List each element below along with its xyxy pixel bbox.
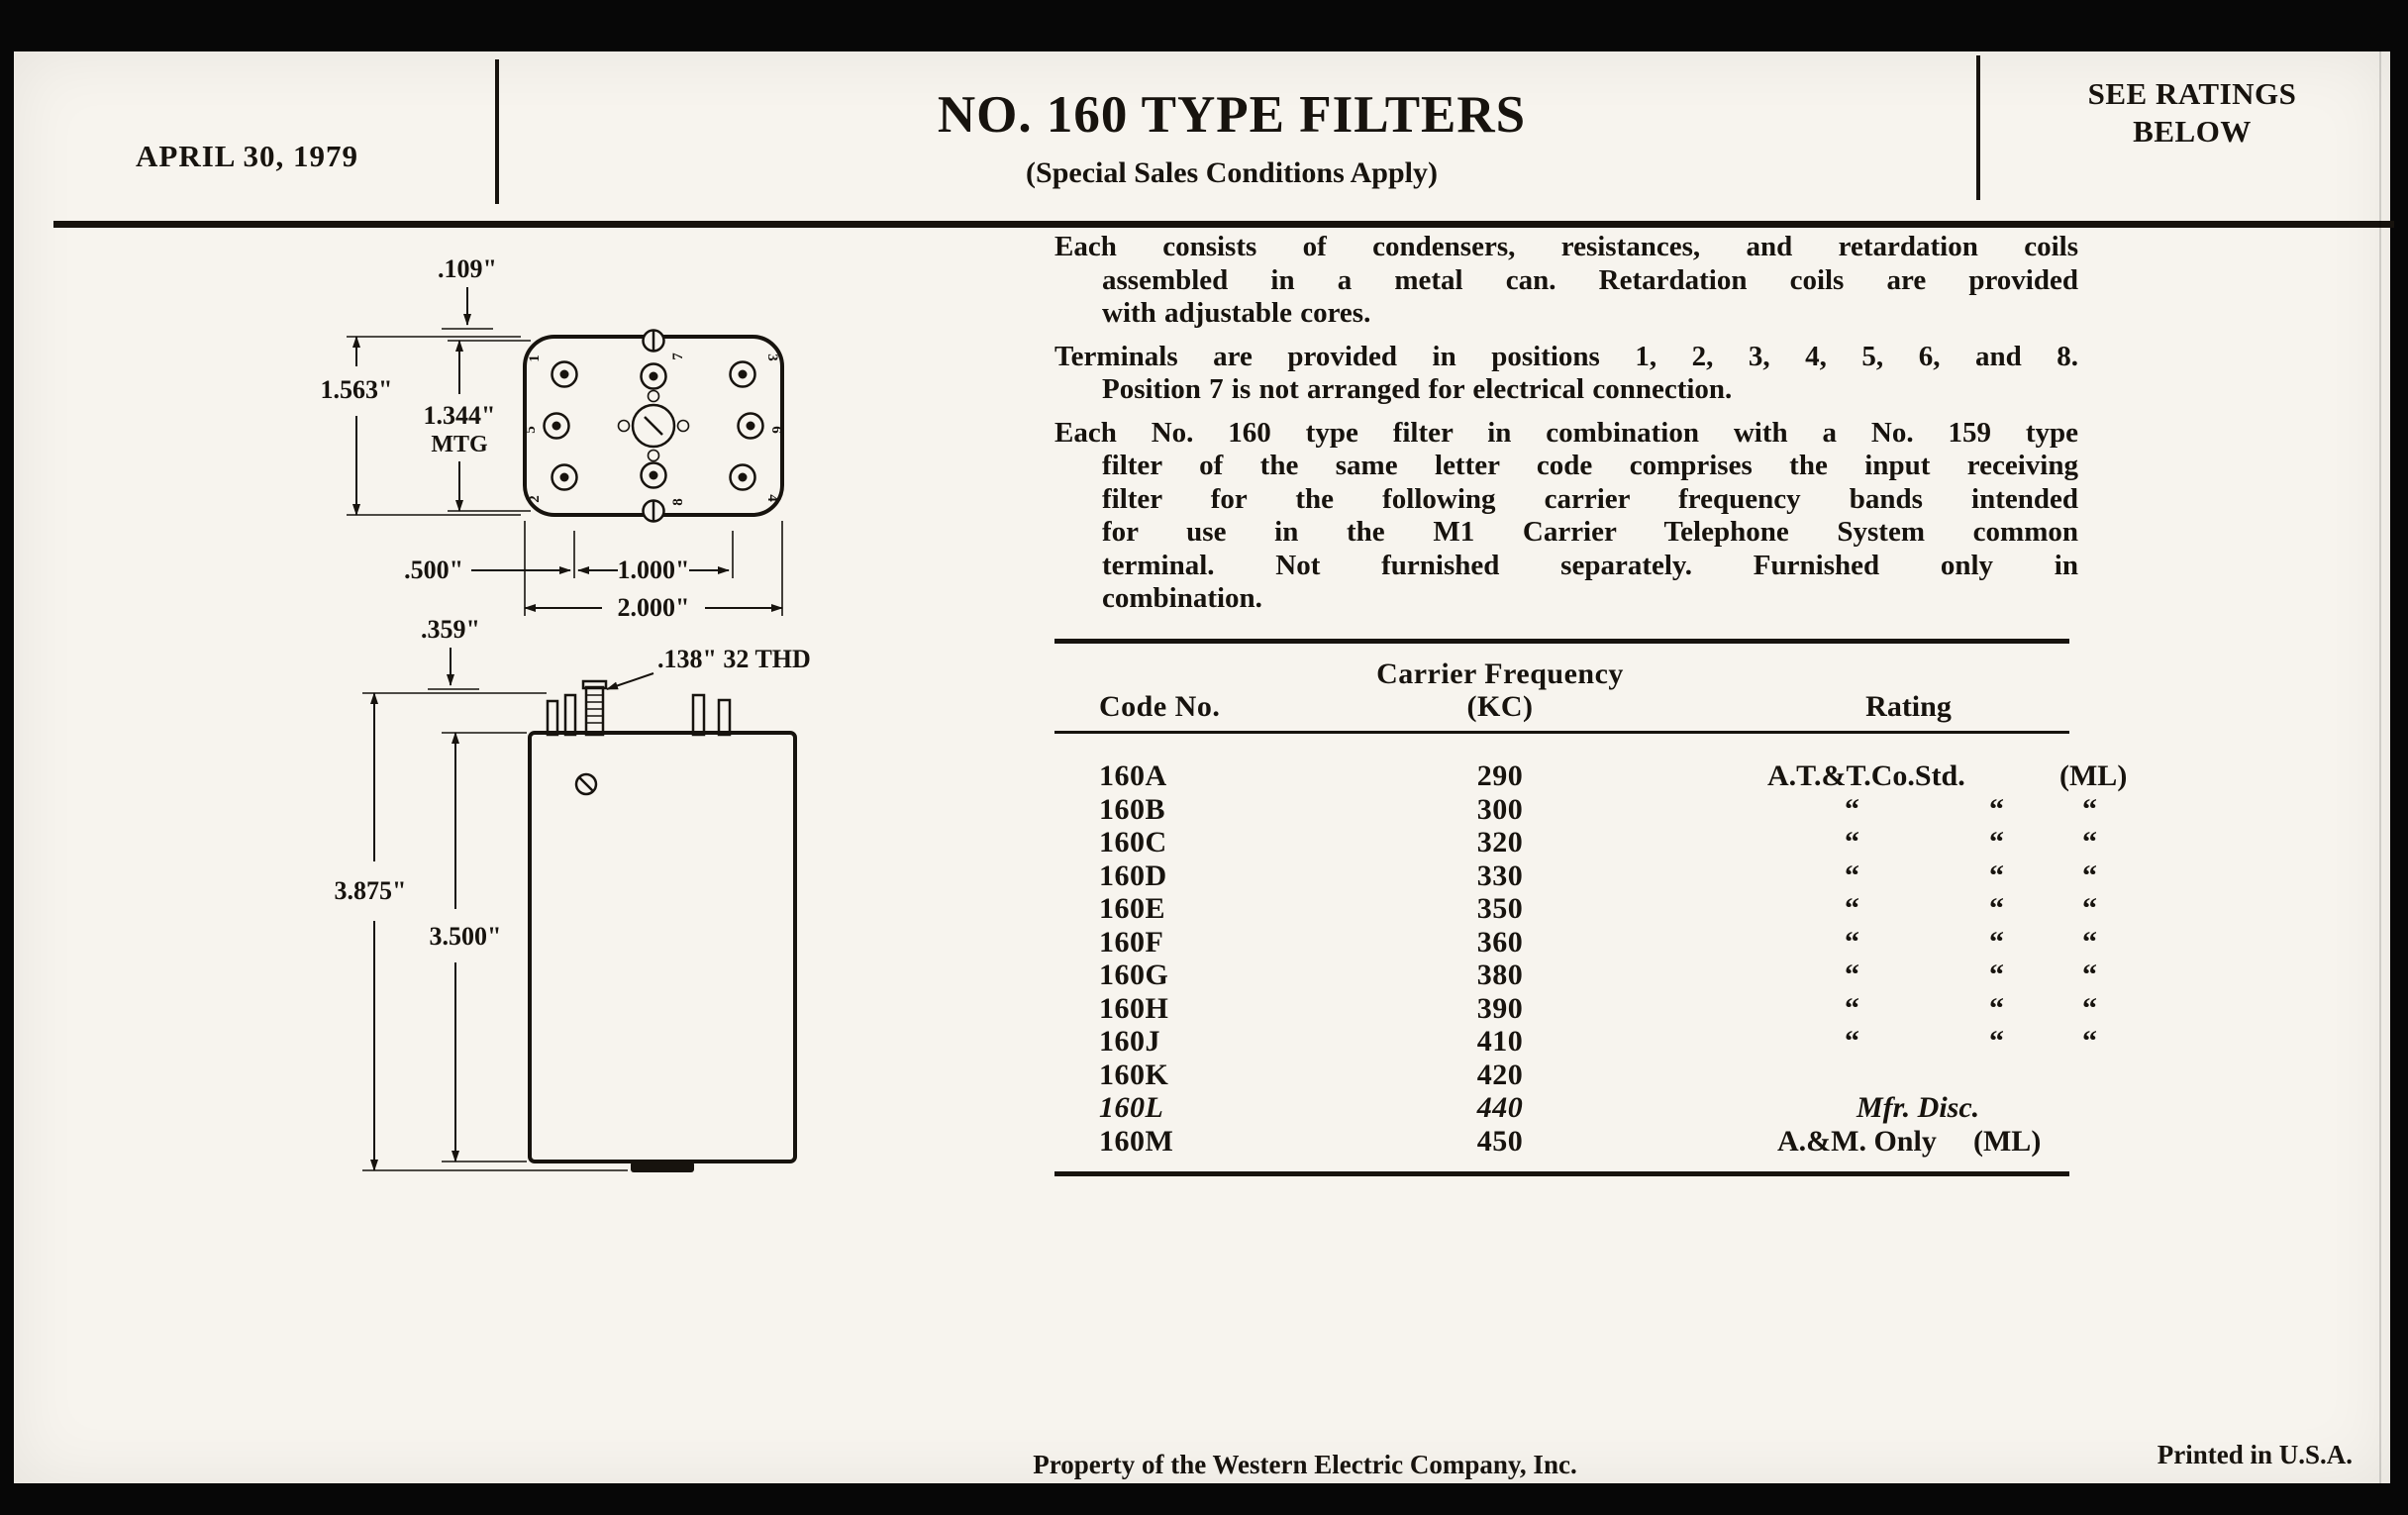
ditto-mark: “	[2082, 858, 2097, 892]
code-cell: 160E	[1099, 892, 1166, 925]
dim-500-label: .500"	[404, 556, 463, 584]
paragraph-construction	[1054, 231, 2078, 331]
frequency-cell: 300	[1476, 792, 1524, 826]
header-divider-left	[495, 59, 499, 204]
ditto-mark: “	[1845, 892, 1859, 925]
ditto-mark: “	[1989, 892, 2004, 925]
ditto-mark: “	[2082, 925, 2097, 959]
paragraph-terminals	[1054, 341, 2078, 407]
rating-cell	[1658, 759, 2128, 793]
rating-cell	[1658, 991, 2097, 1026]
dim-1563-label: 1.563"	[320, 375, 393, 404]
rating-cell	[1658, 826, 2097, 859]
filter-top-view	[321, 254, 784, 689]
ratings-table-body	[1054, 734, 2128, 1158]
rating-cell	[1658, 858, 2097, 893]
paragraph-line: filter for the following carrier frequency bands intended	[1102, 482, 2078, 515]
col-header-frequency-line1: Carrier Frequency	[1376, 657, 1624, 690]
terminal-label-2: 2	[527, 495, 543, 503]
frequency-cell: 420	[1476, 1058, 1524, 1091]
code-cell: 160M	[1099, 1124, 1174, 1158]
dim-1000-label: 1.000"	[617, 556, 690, 584]
dim-2000-label: 2.000"	[617, 593, 690, 622]
table-row-160C	[1054, 826, 2097, 859]
terminal-label-6: 6	[768, 426, 784, 434]
code-cell: 160A	[1099, 759, 1167, 792]
table-row-160D	[1054, 858, 2097, 893]
header-rule	[53, 221, 2394, 228]
see-ratings-line2: BELOW	[2133, 114, 2252, 149]
dimension-drawings	[139, 228, 1010, 1218]
paragraph-line: combination.	[1102, 582, 1262, 614]
frequency-cell: 380	[1476, 959, 1524, 991]
ditto-mark: “	[2082, 1025, 2097, 1058]
base-feet	[631, 1162, 694, 1172]
mounting-screw-bottom	[644, 501, 664, 522]
table-row-160H	[1054, 991, 2097, 1026]
ditto-mark: “	[2082, 826, 2097, 858]
ditto-mark: “	[1989, 1025, 2004, 1058]
frequency-cell: 290	[1476, 759, 1524, 792]
paragraph-line: assembled in a metal can. Retardation coils are provided	[1102, 263, 2078, 296]
ditto-mark: “	[2082, 892, 2097, 925]
ditto-mark: “	[2082, 792, 2097, 826]
rating-cell	[1658, 1025, 2097, 1059]
terminal-label-7: 7	[670, 353, 686, 360]
code-cell: 160L	[1099, 1091, 1164, 1124]
paragraph-line: Position 7 is not arranged for electrical connection.	[1102, 373, 1733, 405]
col-header-rating: Rating	[1865, 690, 1952, 723]
ditto-mark: “	[2082, 991, 2097, 1025]
table-row-160B	[1054, 792, 2097, 827]
document-subtitle: (Special Sales Conditions Apply)	[1026, 156, 1438, 189]
ditto-mark: “	[1989, 959, 2004, 991]
dim-109-label: .109"	[438, 254, 497, 283]
code-cell: 160G	[1099, 959, 1169, 991]
col-header-frequency-line2: (KC)	[1466, 690, 1534, 723]
table-row-160J	[1054, 1025, 2097, 1059]
table-row-160A	[1054, 759, 2128, 793]
paragraph-line: filter of the same letter code comprises the input receiving	[1102, 450, 2078, 481]
rating-text: A.T.&T.Co.Std.	[1767, 759, 1965, 792]
paragraph-line: terminal. Not furnished separately. Furnished only in	[1102, 549, 2078, 581]
code-cell: 160J	[1099, 1025, 1160, 1058]
rating-text: A.&M. Only	[1777, 1124, 1937, 1158]
rating-cell	[1658, 792, 2097, 827]
header-divider-right	[1976, 55, 1980, 200]
frequency-cell: 450	[1476, 1124, 1524, 1158]
dim-1344-label: 1.344"	[423, 401, 496, 430]
filter-side-view	[335, 645, 811, 1172]
frequency-cell: 360	[1476, 925, 1524, 959]
paragraph-line: with adjustable cores.	[1102, 297, 1371, 329]
see-ratings-line1: SEE RATINGS	[2087, 76, 2297, 111]
dim-3500-label: 3.500"	[429, 922, 502, 951]
code-cell: 160B	[1099, 792, 1166, 826]
ditto-mark: “	[1845, 925, 1859, 959]
dim-359-label: .359"	[421, 615, 480, 644]
frequency-cell: 440	[1476, 1091, 1524, 1124]
terminal-label-1: 1	[527, 354, 543, 362]
terminal-studs	[548, 681, 730, 735]
mtg-label: MTG	[431, 432, 488, 457]
paragraph-line: Each No. 160 type filter in combination with a No. 159 type	[1054, 416, 2078, 449]
rating-cell	[1658, 1091, 2069, 1125]
ditto-mark: “	[1989, 991, 2004, 1025]
table-row-160F	[1054, 925, 2097, 960]
ditto-mark: “	[1845, 792, 1859, 826]
core-adjusting-screw	[576, 774, 596, 794]
ditto-mark: “	[1989, 792, 2004, 826]
code-cell: 160H	[1099, 991, 1169, 1025]
frequency-cell: 350	[1476, 892, 1524, 925]
ditto-mark: “	[1845, 991, 1859, 1025]
ditto-mark: “	[1845, 858, 1859, 892]
ml-mark: (ML)	[2059, 759, 2128, 792]
ditto-mark: “	[1989, 858, 2004, 892]
frequency-cell: 390	[1476, 991, 1524, 1025]
ditto-mark: “	[1845, 1025, 1859, 1058]
thread-label: .138" 32 THD	[657, 645, 811, 673]
frequency-cell: 320	[1476, 826, 1524, 858]
table-row-160E	[1054, 892, 2097, 926]
frequency-cell: 330	[1476, 858, 1524, 892]
ml-mark: (ML)	[1973, 1124, 2042, 1158]
frequency-cell: 410	[1476, 1025, 1524, 1058]
ditto-mark: “	[1845, 826, 1859, 858]
paragraph-line: for use in the M1 Carrier Telephone System common	[1102, 516, 2078, 548]
paragraph-line: Terminals are provided in positions 1, 2, 3, 4, 5, 6, and 8.	[1054, 340, 2078, 372]
terminal-label-3: 3	[764, 354, 780, 361]
adjustable-core	[619, 391, 689, 461]
table-row-160L	[1054, 1091, 2069, 1125]
paragraph-combination	[1054, 417, 2078, 616]
mounting-screw-top	[644, 331, 664, 352]
rating-cell	[1658, 892, 2097, 926]
table-header	[1054, 644, 2069, 734]
terminal-label-4: 4	[764, 494, 780, 502]
col-header-frequency	[1342, 657, 1658, 723]
terminal-label-8: 8	[670, 498, 686, 506]
printed-in-usa: Printed in U.S.A.	[2157, 1440, 2353, 1469]
ratings-table	[1054, 639, 2128, 1176]
rating-cell	[1658, 925, 2097, 960]
table-row-160M	[1054, 1125, 2069, 1159]
rating-cell	[1658, 1059, 2069, 1092]
ditto-mark: “	[1845, 959, 1859, 991]
ditto-mark: “	[2082, 959, 2097, 991]
ditto-mark: “	[1989, 826, 2004, 858]
rating-text: Mfr. Disc.	[1856, 1091, 1980, 1124]
terminal-label-5: 5	[523, 426, 539, 434]
table-row-160G	[1054, 959, 2097, 992]
col-header-code: Code No.	[1099, 690, 1221, 723]
code-cell: 160K	[1099, 1058, 1169, 1091]
description-paragraphs	[1054, 231, 2078, 626]
paragraph-line: Each consists of condensers, resistances, and retardation coils	[1054, 231, 2078, 262]
paper	[14, 51, 2390, 1483]
property-notice: Property of the Western Electric Company, Inc.	[1033, 1450, 1577, 1479]
document-date: APRIL 30, 1979	[136, 139, 358, 173]
code-cell: 160D	[1099, 858, 1167, 892]
see-ratings-note	[2004, 75, 2380, 151]
document-title: NO. 160 TYPE FILTERS	[937, 86, 1527, 144]
dim-3875-label: 3.875"	[334, 876, 407, 905]
rating-cell	[1658, 1125, 2069, 1159]
code-cell: 160C	[1099, 826, 1167, 858]
ditto-mark: “	[1989, 925, 2004, 959]
code-cell: 160F	[1099, 925, 1164, 959]
table-row-160K	[1054, 1059, 2069, 1092]
rating-cell	[1658, 959, 2097, 992]
